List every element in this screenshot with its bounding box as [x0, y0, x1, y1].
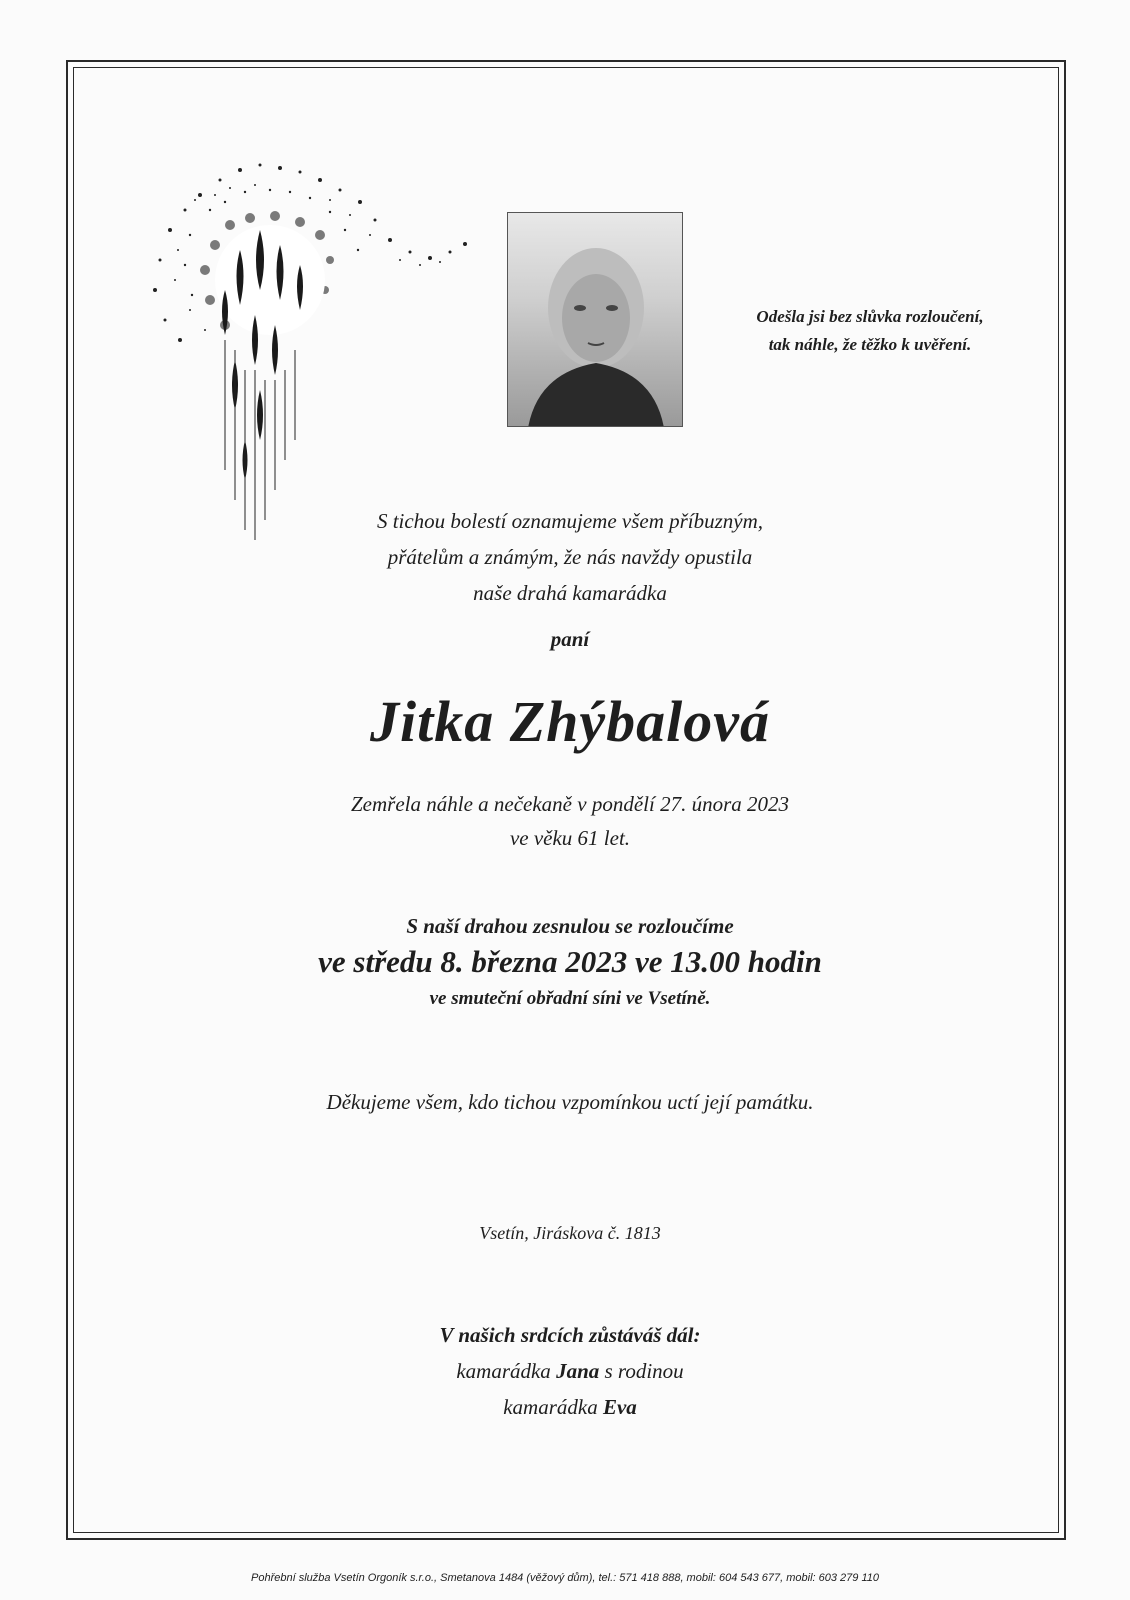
- candle-ornament: [130, 140, 480, 560]
- honorific: paní: [550, 627, 590, 651]
- announcement-line-2: přátelům a známým, že nás navždy opustila: [387, 545, 753, 569]
- farewell-venue: ve smuteční obřadní síni ve Vsetíně.: [429, 988, 711, 1009]
- moon-disc: [215, 225, 325, 335]
- mourner-2-name: Eva: [602, 1395, 637, 1419]
- mourner-row-1: [80, 1353, 1060, 1389]
- quote-line-2: tak náhle, že těžko k uvěření.: [768, 335, 972, 354]
- deceased-name: Jitka Zhýbalová: [369, 689, 770, 754]
- mourners-lead: V našich srdcích zůstáváš dál:: [439, 1323, 701, 1347]
- funeral-service-footer: Pohřební služba Vsetín Orgoník s.r.o., Smetanova 1484 (věžový dům), tel.: 571 418 888, mobil: 604 543 677, mobil: 603 279 110: [251, 1572, 879, 1584]
- portrait-photo: [507, 212, 683, 427]
- thanks-text: Děkujeme všem, kdo tichou vzpomínkou uctí její památku.: [326, 1090, 814, 1114]
- death-info: [80, 787, 1060, 855]
- memorial-quote: [700, 303, 1040, 359]
- death-line-2: ve věku 61 let.: [509, 826, 631, 850]
- farewell-datetime: ve středu 8. března 2023 ve 13.00 hodin: [318, 944, 822, 979]
- announcement-line-1: S tichou bolestí oznamujeme všem příbuzným,: [376, 509, 764, 533]
- address-text: Vsetín, Jiráskova č. 1813: [479, 1223, 661, 1243]
- portrait-silhouette: [508, 213, 683, 427]
- mourners-list: [80, 1317, 1060, 1425]
- death-line-1: Zemřela náhle a nečekaně v pondělí 27. února 2023: [351, 792, 789, 816]
- mourner-2-relation: kamarádka: [503, 1395, 598, 1419]
- mourner-1-relation: kamarádka: [456, 1359, 551, 1383]
- announcement-line-3: naše drahá kamarádka: [473, 581, 667, 605]
- announcement-text: [80, 503, 1060, 611]
- mourner-1-suffix: s rodinou: [604, 1359, 684, 1383]
- farewell-intro: S naší drahou zesnulou se rozloučíme: [406, 914, 734, 938]
- mourner-row-2: [80, 1389, 1060, 1425]
- mourner-1-name: Jana: [556, 1359, 600, 1383]
- quote-line-1: Odešla jsi bez slůvka rozloučení,: [756, 307, 984, 326]
